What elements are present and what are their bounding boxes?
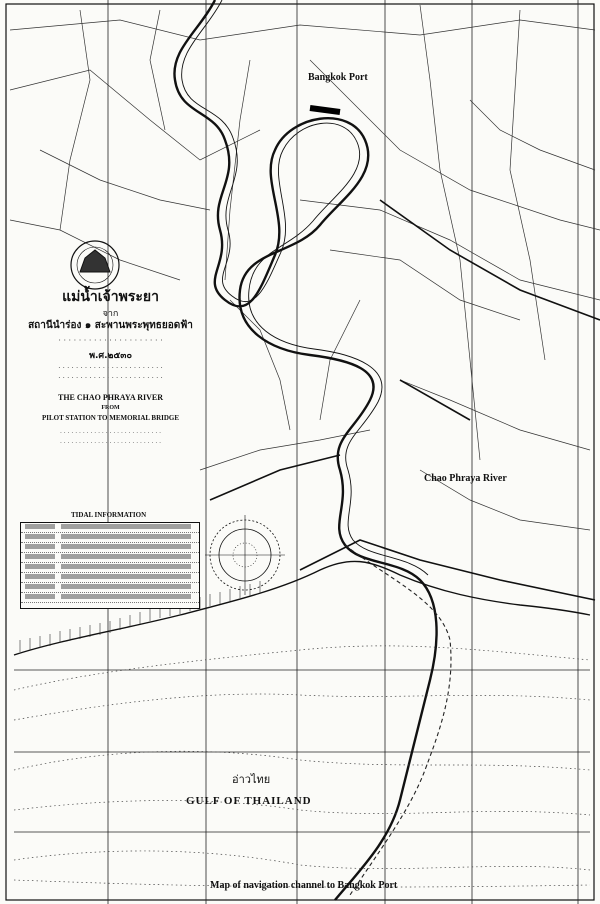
label-gulf-of-thailand: GULF OF THAILAND xyxy=(186,795,312,807)
en-from: FROM xyxy=(101,405,120,411)
compass-rose-icon xyxy=(205,515,285,595)
railways xyxy=(210,200,600,600)
table-row xyxy=(21,593,199,603)
table-row xyxy=(21,533,199,543)
tidal-table-title: TIDAL INFORMATION xyxy=(71,511,147,519)
table-row xyxy=(21,523,199,533)
table-row xyxy=(21,583,199,593)
label-bangkok-port: Bangkok Port xyxy=(308,72,368,83)
tidal-information-table xyxy=(20,511,200,609)
en-small-text-2: · · · · · · · · · · · · · · · · · · · · · · · · · · · xyxy=(59,440,162,447)
table-row xyxy=(21,563,199,573)
map-caption: Map of navigation channel to Bangkok Port xyxy=(210,880,398,891)
thai-connector: จาก xyxy=(102,309,119,319)
thai-small-text-2: · · · · · · · · · · · · · · · · · · · · · · · · xyxy=(58,374,163,382)
river-bank-line xyxy=(182,0,428,575)
thai-note: · · · · · · · · · · · · · · · · · · · · · xyxy=(58,336,163,345)
table-row xyxy=(21,573,199,583)
en-small-text: · · · · · · · · · · · · · · · · · · · · · · · · · · · xyxy=(59,430,162,437)
table-row xyxy=(21,553,199,563)
navigation-channel xyxy=(345,545,451,895)
en-subtitle: PILOT STATION TO MEMORIAL BRIDGE xyxy=(41,414,180,422)
table-row xyxy=(21,543,199,553)
bangkok-port-berth xyxy=(310,108,340,112)
thai-small-text: · · · · · · · · · · · · · · · · · · · · · · · · xyxy=(58,364,163,372)
chao-phraya-river xyxy=(174,0,436,900)
thai-date: พ.ศ.๒๕๓๐ xyxy=(89,351,132,361)
title-block xyxy=(8,240,213,740)
label-chao-phraya-river: Chao Phraya River xyxy=(424,473,507,484)
en-title: THE CHAO PHRAYA RIVER xyxy=(58,393,163,402)
label-gulf-thai: อ่าวไทย xyxy=(232,773,271,786)
thai-subtitle: สถานีนำร่อง ๑ สะพานพระพุทธยอดฟ้า xyxy=(28,320,193,331)
thai-title: แม่น้ำเจ้าพระยา xyxy=(62,289,159,305)
